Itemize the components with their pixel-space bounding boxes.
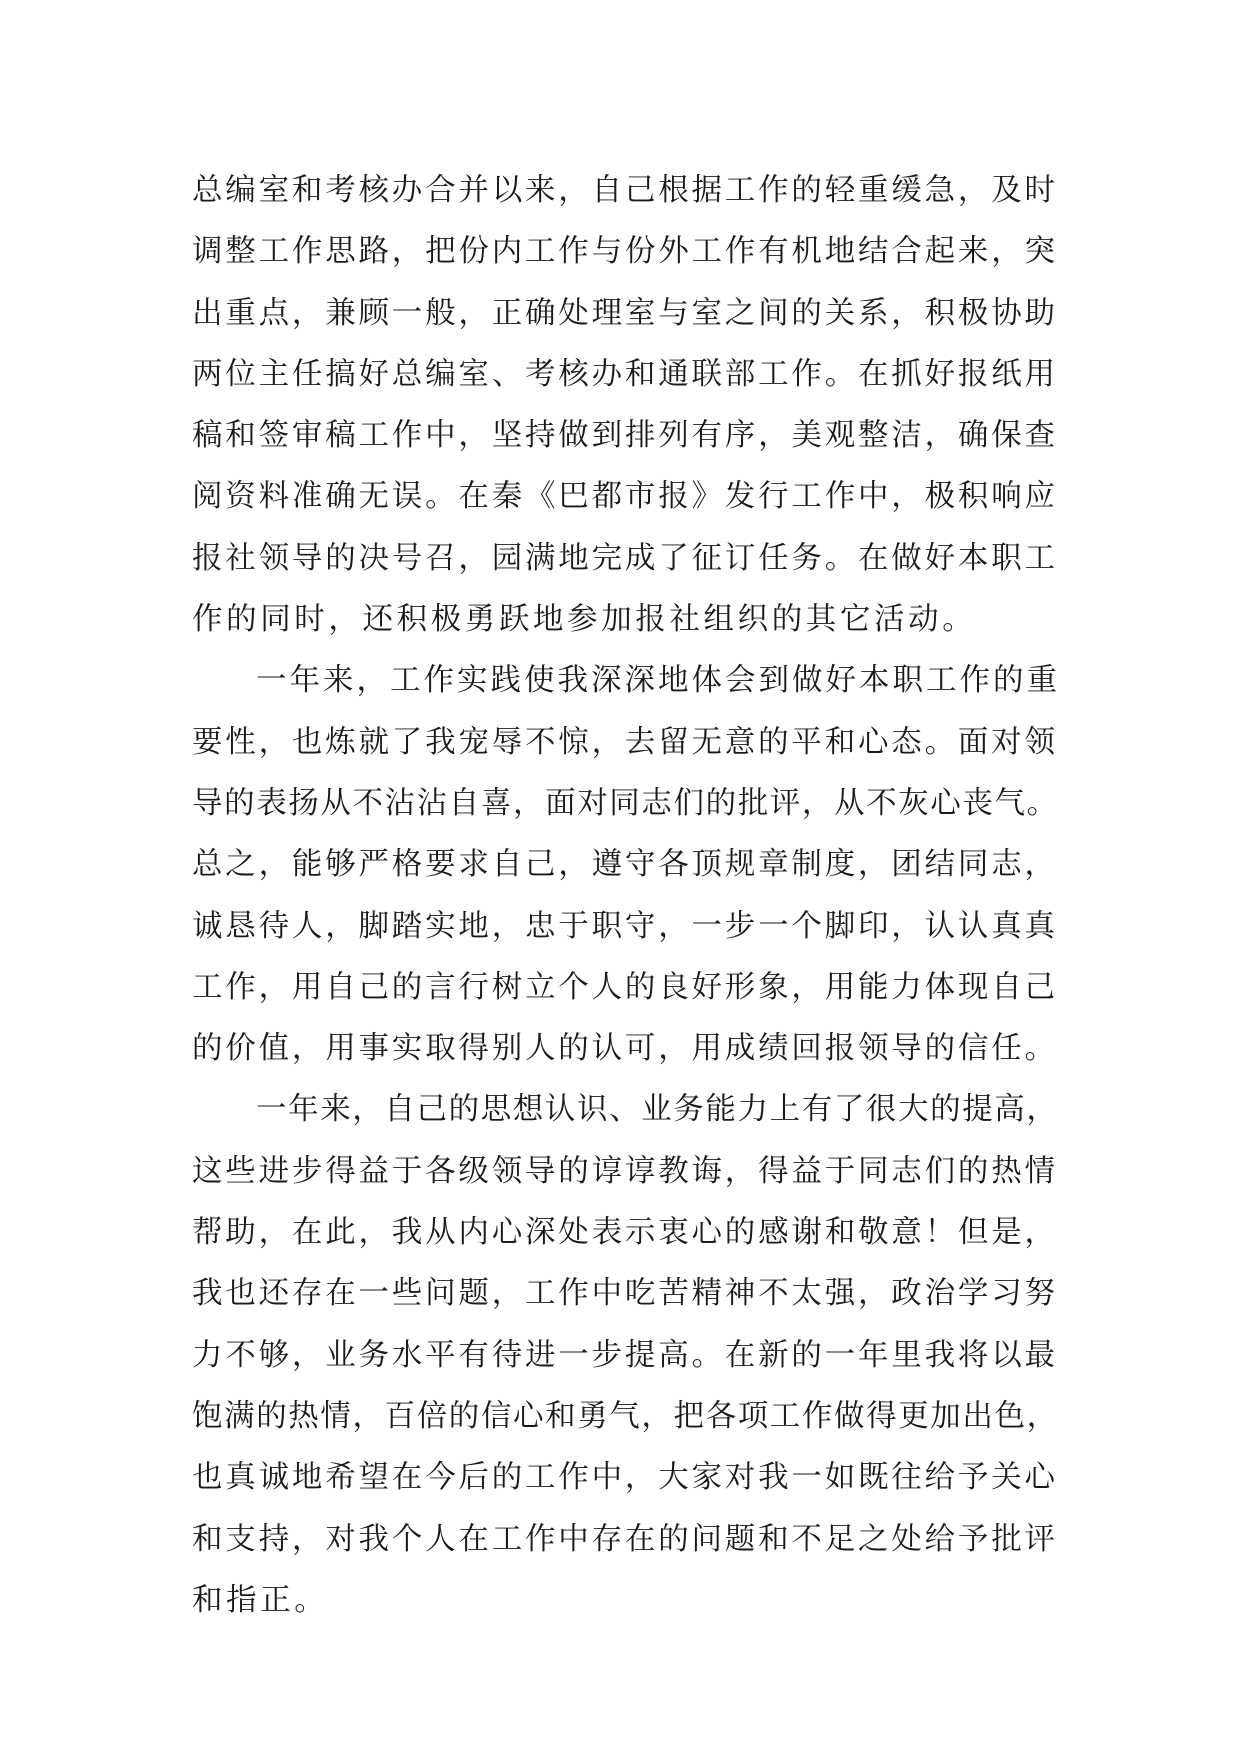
document-body <box>192 160 1062 1631</box>
text-line: 一年来，自己的思想认识、业务能力上有了很大的提高， <box>256 1092 1059 1128</box>
text-line: 力不够，业务水平有待进一步提高。在新的一年里我将以最 <box>192 1337 1058 1373</box>
text-line: 和指正。 <box>192 1582 329 1618</box>
text-line: 稿和签审稿工作中，坚持做到排列有序，美观整洁，确保查 <box>192 418 1058 454</box>
text-line: 也真诚地希望在今后的工作中，大家对我一如既往给予关心 <box>192 1460 1058 1496</box>
text-line: 帮助，在此，我从内心深处表示衷心的感谢和敬意！但是， <box>192 1215 1058 1251</box>
text-line: 两位主任搞好总编室、考核办和通联部工作。在抓好报纸用 <box>192 356 1058 392</box>
text-line: 饱满的热情，百倍的信心和勇气，把各项工作做得更加出色， <box>192 1398 1059 1434</box>
text-line: 要性，也炼就了我宠辱不惊，去留无意的平和心态。面对领 <box>192 724 1058 760</box>
text-line: 这些进步得益于各级领导的谆谆教诲，得益于同志们的热情 <box>192 1153 1058 1189</box>
text-line: 工作，用自己的言行树立个人的良好形象，用能力体现自己 <box>192 969 1058 1005</box>
text-line: 调整工作思路，把份内工作与份外工作有机地结合起来，突 <box>192 234 1058 270</box>
text-line: 报社领导的决号召，园满地完成了征订任务。在做好本职工 <box>192 540 1058 576</box>
text-line: 我也还存在一些问题，工作中吃苦精神不太强，政治学习努 <box>192 1276 1058 1312</box>
text-line: 总编室和考核办合并以来，自己根据工作的轻重缓急，及时 <box>192 173 1058 208</box>
text-line: 作的同时，还积极勇跃地参加报社组织的其它活动。 <box>192 602 977 638</box>
text-line: 出重点，兼顾一般，正确处理室与室之间的关系，积极协助 <box>192 295 1058 331</box>
text-line: 总之，能够严格要求自己，遵守各顶规章制度，团结同志， <box>192 847 1058 883</box>
text-line: 的价值，用事实取得别人的认可，用成绩回报领导的信任。 <box>192 1031 1058 1067</box>
text-line: 阅资料准确无误。在秦《巴都市报》发行工作中，极积响应 <box>192 479 1058 515</box>
text-line: 诚恳待人，脚踏实地，忠于职守，一步一个脚印，认认真真 <box>192 908 1058 944</box>
text-line: 一年来，工作实践使我深深地体会到做好本职工作的重 <box>256 663 1060 699</box>
text-line: 导的表扬从不沾沾自喜，面对同志们的批评，从不灰心丧气。 <box>192 785 1059 821</box>
text-line: 和支持，对我个人在工作中存在的问题和不足之处给予批评 <box>192 1521 1058 1557</box>
